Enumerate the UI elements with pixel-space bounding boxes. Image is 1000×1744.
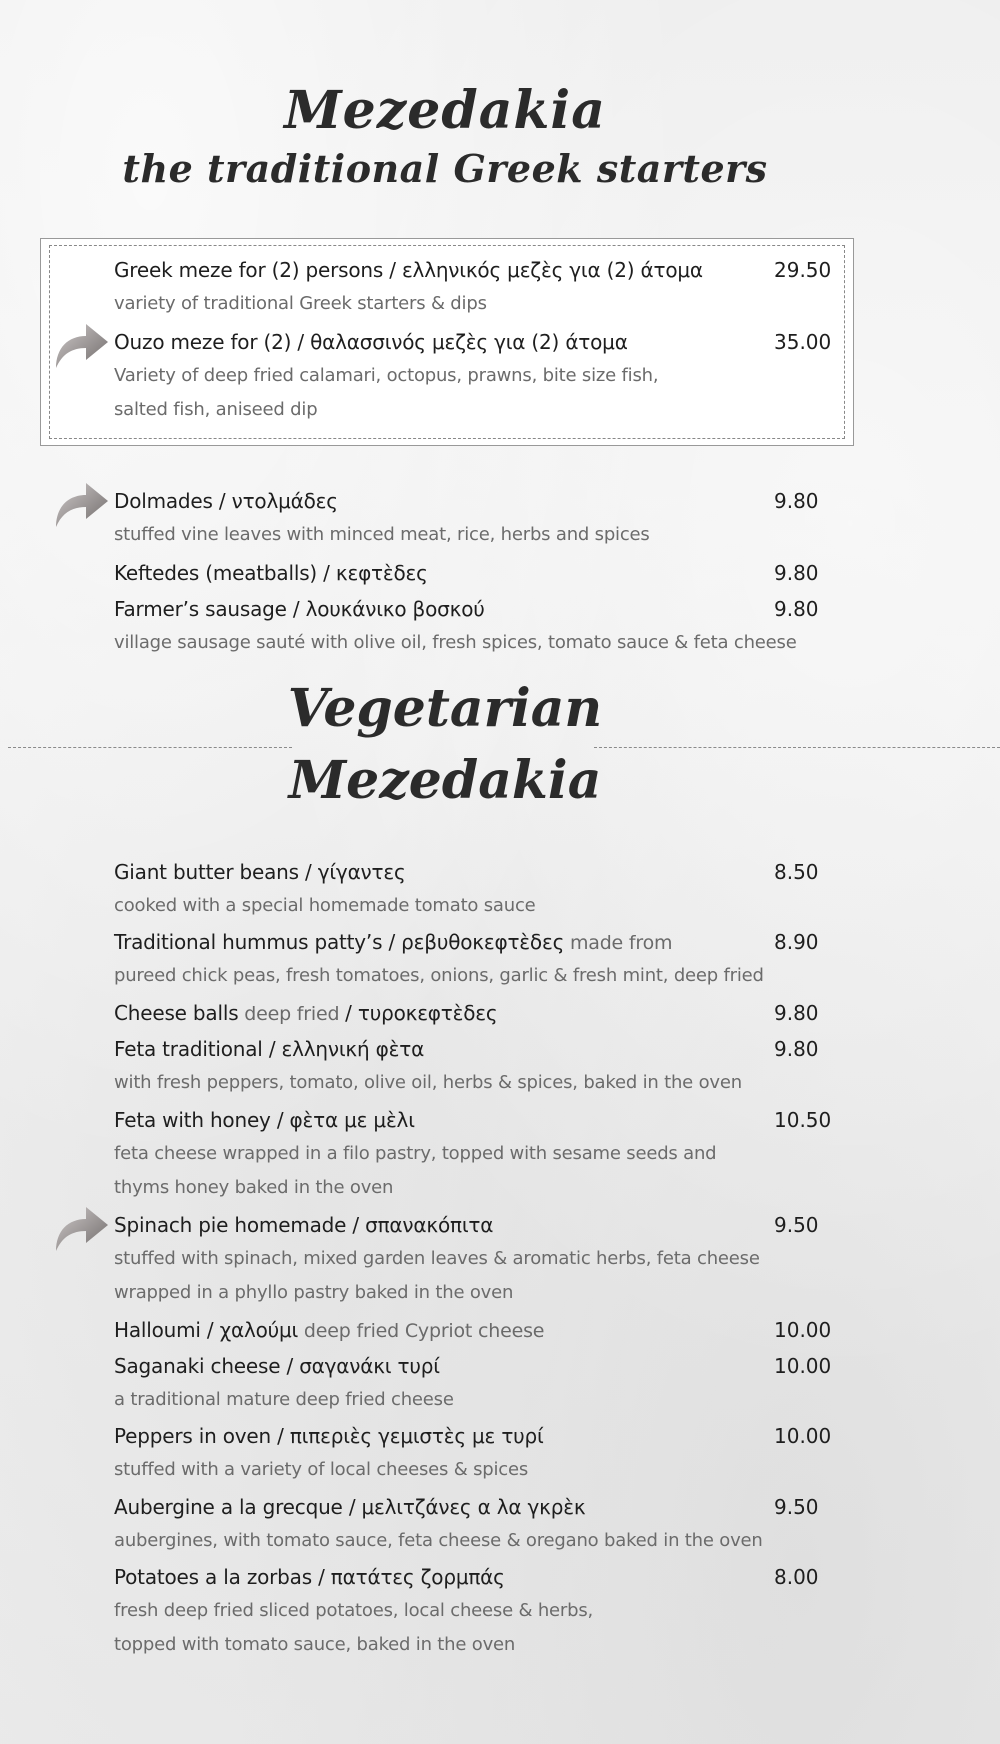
item-description: village sausage sauté with olive oil, fresh spices, tomato sauce & feta cheese: [114, 632, 797, 653]
item-name: Traditional hummus patty’s / ρεβυθοκεφτὲδες made from: [114, 930, 673, 954]
item-price: 9.80: [774, 597, 819, 621]
item-description: variety of traditional Greek starters & dips: [114, 293, 487, 314]
page-subtitle: the traditional Greek starters: [122, 146, 768, 191]
item-name: Feta with honey / φὲτα με μὲλι: [114, 1108, 415, 1132]
section-title: Vegetarian: [287, 678, 603, 739]
item-price: 9.50: [774, 1213, 819, 1237]
item-name: Saganaki cheese / σαγανάκι τυρί: [114, 1354, 440, 1378]
item-description: a traditional mature deep fried cheese: [114, 1389, 454, 1410]
curved-arrow-icon: [54, 479, 110, 529]
item-name: Aubergine a la grecque / μελιτζάνες α λα γκρὲκ: [114, 1495, 586, 1519]
item-description: stuffed with spinach, mixed garden leaves & aromatic herbs, feta cheese: [114, 1248, 760, 1269]
item-name: Peppers in oven / πιπεριὲς γεμιστὲς με τυρί: [114, 1424, 544, 1448]
item-price: 9.80: [774, 1001, 819, 1025]
item-price: 9.80: [774, 1037, 819, 1061]
item-name: Potatoes a la zorbas / πατάτες ζορμπάς: [114, 1565, 505, 1589]
item-description: pureed chick peas, fresh tomatoes, onions, garlic & fresh mint, deep fried: [114, 965, 764, 986]
item-name: Farmer’s sausage / λουκάνικο βοσκού: [114, 597, 485, 621]
item-name: Ouzo meze for (2) / θαλασσινός μεζὲς για (2) άτομα: [114, 330, 628, 354]
item-description: with fresh peppers, tomato, olive oil, herbs & spices, baked in the oven: [114, 1072, 742, 1093]
item-price: 9.80: [774, 561, 819, 585]
item-description: fresh deep fried sliced potatoes, local cheese & herbs,: [114, 1600, 594, 1621]
item-price: 8.50: [774, 860, 819, 884]
item-price: 10.00: [774, 1424, 832, 1448]
item-description: Variety of deep fried calamari, octopus, prawns, bite size fish,: [114, 365, 659, 386]
section-divider-right: [594, 747, 1000, 748]
item-price: 10.50: [774, 1108, 832, 1132]
item-price: 29.50: [774, 258, 832, 282]
item-name: Feta traditional / ελληνική φὲτα: [114, 1037, 425, 1061]
item-description: feta cheese wrapped in a filo pastry, topped with sesame seeds and: [114, 1143, 717, 1164]
item-description: stuffed with a variety of local cheeses & spices: [114, 1459, 529, 1480]
item-name: Cheese balls deep fried / τυροκεφτὲδες: [114, 1001, 498, 1025]
item-name: Giant butter beans / γίγαντες: [114, 860, 406, 884]
item-description: cooked with a special homemade tomato sauce: [114, 895, 536, 916]
item-description: salted fish, aniseed dip: [114, 399, 318, 420]
item-price: 10.00: [774, 1354, 832, 1378]
item-name: Keftedes (meatballs) / κεφτὲδες: [114, 561, 428, 585]
item-price: 8.00: [774, 1565, 819, 1589]
item-price: 10.00: [774, 1318, 832, 1342]
section-divider-left: [8, 747, 292, 748]
item-description: wrapped in a phyllo pastry baked in the oven: [114, 1282, 514, 1303]
item-price: 9.50: [774, 1495, 819, 1519]
item-description: aubergines, with tomato sauce, feta cheese & oregano baked in the oven: [114, 1530, 763, 1551]
item-name: Halloumi / χαλούμι deep fried Cypriot cheese: [114, 1318, 545, 1342]
section-title: Mezedakia: [288, 750, 602, 811]
curved-arrow-icon: [54, 320, 110, 370]
item-name: Spinach pie homemade / σπανακόπιτα: [114, 1213, 494, 1237]
curved-arrow-icon: [54, 1203, 110, 1253]
page-title: Mezedakia: [284, 80, 606, 141]
item-name: Dolmades / ντολμάδες: [114, 489, 338, 513]
item-name: Greek meze for (2) persons / ελληνικός μεζὲς για (2) άτομα: [114, 258, 703, 282]
item-price: 9.80: [774, 489, 819, 513]
item-price: 8.90: [774, 930, 819, 954]
item-description: topped with tomato sauce, baked in the oven: [114, 1634, 516, 1655]
item-description: thyms honey baked in the oven: [114, 1177, 394, 1198]
item-description: stuffed vine leaves with minced meat, rice, herbs and spices: [114, 524, 650, 545]
item-price: 35.00: [774, 330, 832, 354]
